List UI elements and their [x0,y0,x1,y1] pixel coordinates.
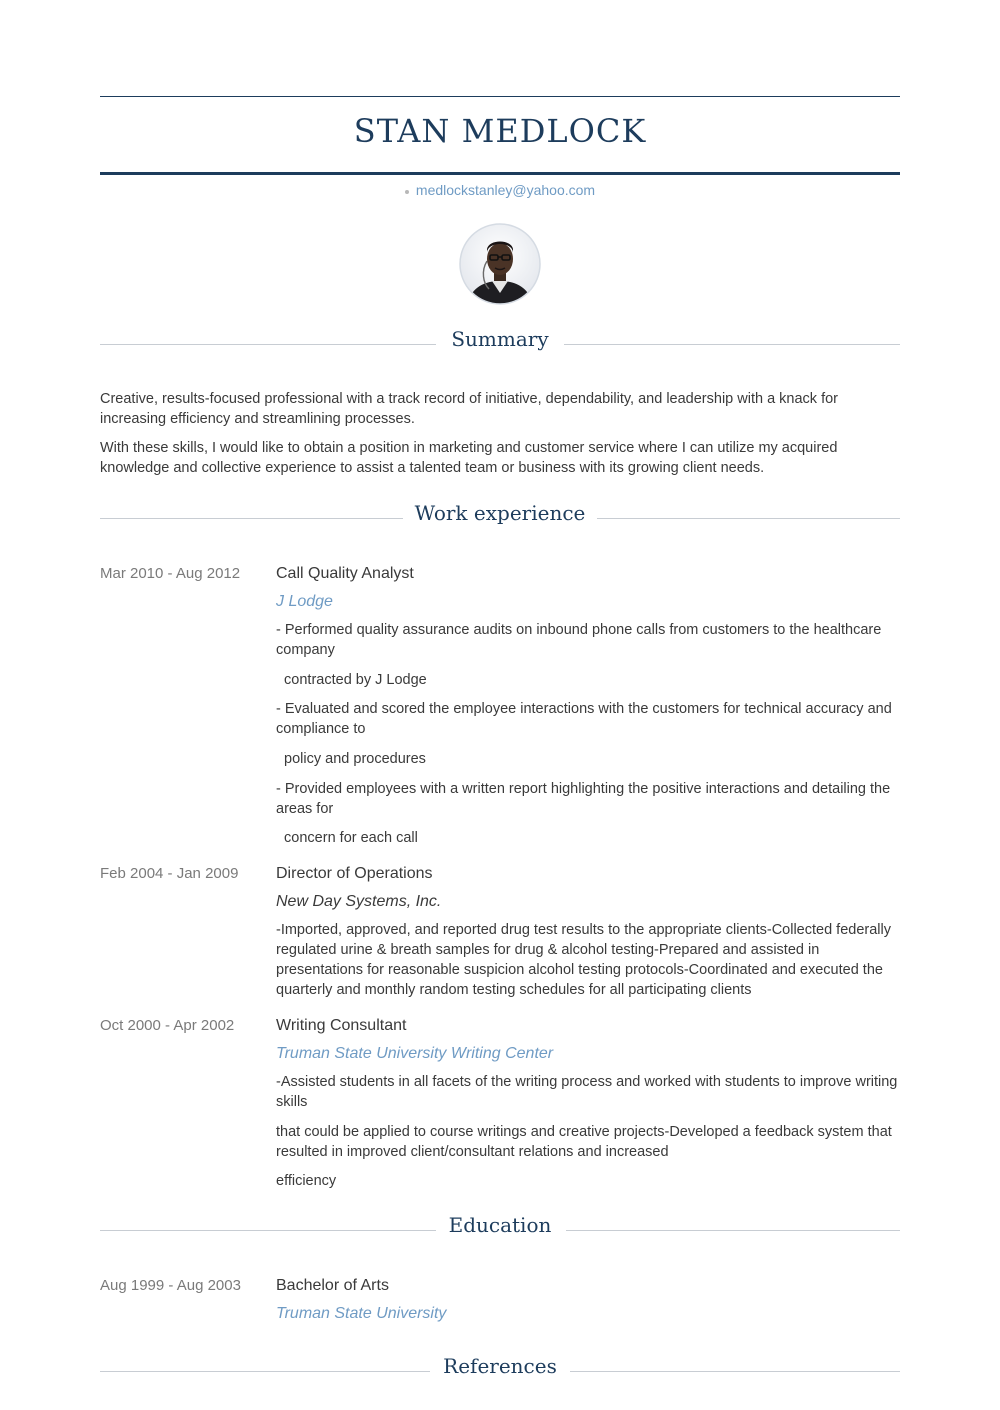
company-name: New Day Systems, Inc. [276,893,442,910]
section-title: Education [448,1213,552,1237]
avatar [459,223,541,305]
header-top-rule [100,96,900,97]
section-heading-work [100,501,900,531]
description-line: - Evaluated and scored the employee interactions with the customers for technical accuracy and compliance to [276,701,892,737]
section-heading-summary [100,327,900,357]
description-line: - Provided employees with a written report highlighting the positive interactions and detailing the areas for [276,781,891,817]
description-line: -Assisted students in all facets of the writing process and worked with students to improve writing skills [276,1074,898,1110]
section-heading-references [100,1354,900,1384]
description-line: -Imported, approved, and reported drug test results to the appropriate clients-Collected federally regulated urine & breath samples for drug & alcohol testing-Prepared and assisted in presentations for reasonable suspicion alcohol testing protocols-Coordinated and executed the quarterly and monthly random testing schedules for all participating clients [276,922,891,998]
divider-right [564,344,900,345]
entry-date: Oct 2000 - Apr 2002 [100,1017,235,1034]
section-title: Work experience [414,501,586,525]
degree-title: Bachelor of Arts [276,1277,389,1294]
section-title: References [443,1354,557,1378]
divider-right [597,518,900,519]
company-link[interactable]: Truman State University Writing Center [276,1045,554,1062]
description-line: policy and procedures [276,751,426,767]
description-line: efficiency [276,1173,337,1189]
entry-date: Aug 1999 - Aug 2003 [100,1277,241,1294]
school-link[interactable]: Truman State University [276,1305,447,1322]
summary-paragraph-1: Creative, results-focused professional with a track record of initiative, dependability, and leadership with a knack for increasing efficiency and streamlining processes. [100,391,838,427]
bullet-icon [405,190,409,194]
section-heading-education [100,1213,900,1243]
divider-right [570,1371,900,1372]
description-line: - Performed quality assurance audits on inbound phone calls from customers to the healthcare company [276,622,882,658]
summary-paragraph-2: With these skills, I would like to obtain a position in marketing and customer service where I can utilize my acquired knowledge and collective experience to assist a talented team or business with its growing client needs. [100,440,838,476]
job-title: Call Quality Analyst [276,565,414,582]
description-line: concern for each call [276,830,418,846]
entry-date: Feb 2004 - Jan 2009 [100,865,239,882]
header-bottom-rule [100,172,900,175]
description-line: contracted by J Lodge [276,672,427,688]
divider-right [566,1230,900,1231]
company-link[interactable]: J Lodge [276,593,333,610]
email-link[interactable]: medlockstanley@yahoo.com [415,182,596,198]
candidate-name: STAN MEDLOCK [353,112,647,150]
entry-date: Mar 2010 - Aug 2012 [100,565,241,582]
description-line: that could be applied to course writings and creative projects-Developed a feedback system that resulted in improved client/consultant relations and increased [276,1124,892,1160]
job-title: Director of Operations [276,865,433,882]
contact-line [100,182,900,198]
section-title: Summary [451,327,549,351]
job-title: Writing Consultant [276,1017,407,1034]
